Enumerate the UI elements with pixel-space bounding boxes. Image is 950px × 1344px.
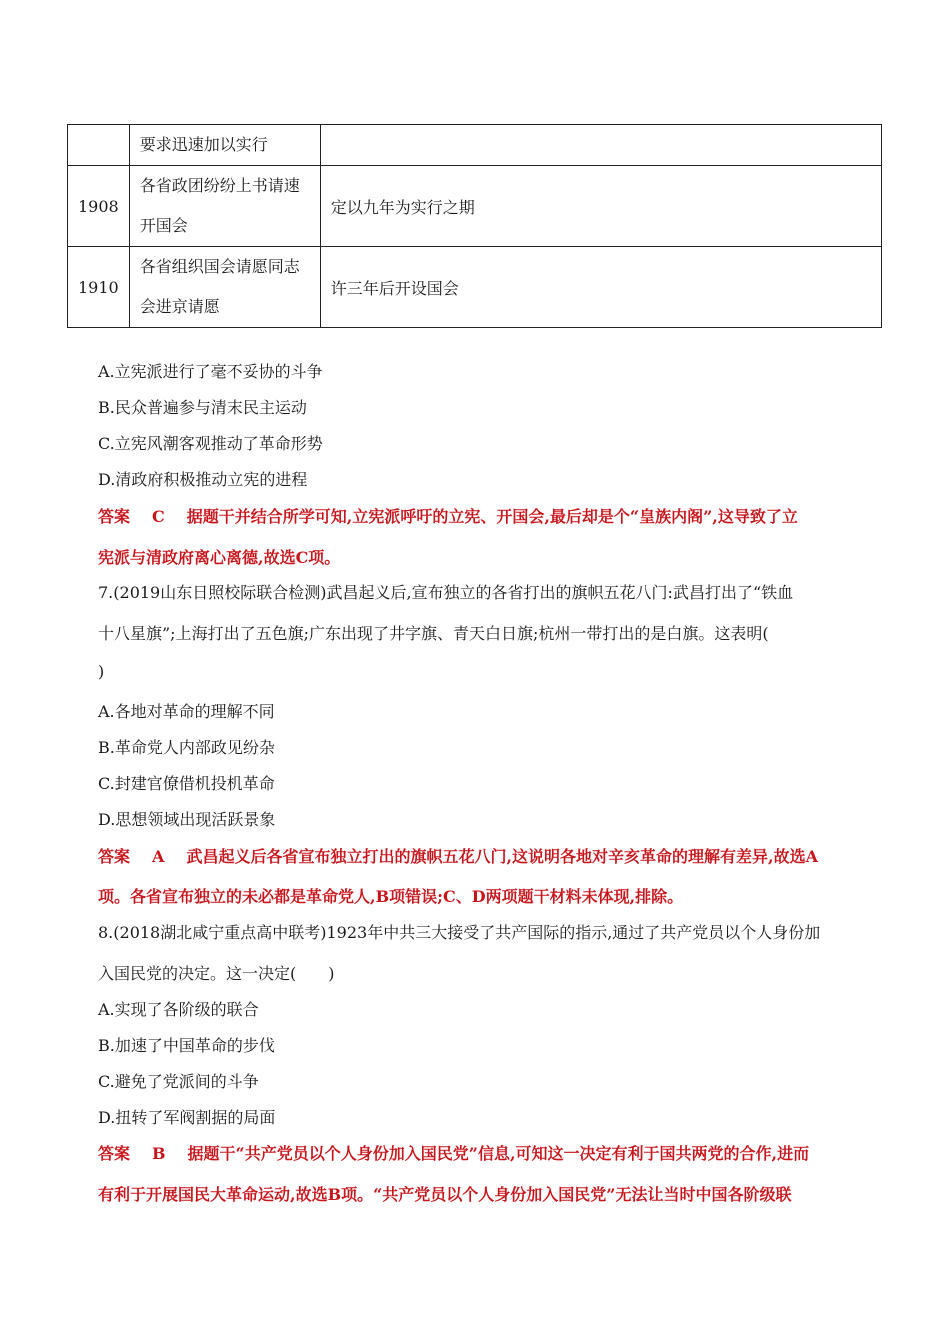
table-row — [68, 247, 882, 328]
event-text: 开国会 — [139, 216, 188, 235]
response-cell: 定以九年为实行之期 — [320, 166, 881, 247]
q8-option-d: D.扭转了军阀割据的局面 — [98, 1108, 276, 1127]
answer-letter: A — [152, 847, 165, 866]
q8-answer — [98, 1141, 809, 1164]
q6-option-c: C.立宪风潮客观推动了革命形势 — [98, 434, 323, 453]
q7-option-d: D.思想领域出现活跃景象 — [98, 810, 276, 829]
answer-label: 答案 — [98, 847, 131, 866]
q7-answer — [98, 844, 818, 867]
q8-stem: 8.(2018湖北咸宁重点高中联考)1923年中共三大接受了共产国际的指示,通过了共产党员以个人身份加 — [98, 923, 821, 942]
event-cell — [129, 125, 320, 166]
q8-answer-cont: 有利于开展国民大革命运动,故选B项。“共产党员以个人身份加入国民党”无法让当时中国各阶级联 — [98, 1185, 792, 1204]
event-cell — [129, 247, 320, 328]
q7-option-b: B.革命党人内部政见纷杂 — [98, 738, 275, 757]
event-cell — [129, 166, 320, 247]
event-text: 会进京请愿 — [139, 297, 220, 316]
q7-stem-cont: ) — [98, 662, 105, 681]
response-cell: 许三年后开设国会 — [320, 247, 881, 328]
q7-option-a: A.各地对革命的理解不同 — [98, 702, 275, 721]
q7-stem-cont: 十八星旗”;上海打出了五色旗;广东出现了井字旗、青天白日旗;杭州一带打出的是白旗。这表明( — [98, 624, 769, 643]
answer-label: 答案 — [98, 507, 131, 526]
year-cell: 1910 — [68, 247, 130, 328]
answer-letter: B — [152, 1144, 166, 1163]
history-table — [67, 124, 882, 328]
q7-stem: 7.(2019山东日照校际联合检测)武昌起义后,宣布独立的各省打出的旗帜五花八门:武昌打出了“铁血 — [98, 583, 794, 602]
event-text: 各省政团纷纷上书请速 — [139, 176, 300, 195]
table-row — [68, 125, 882, 166]
q6-option-d: D.清政府积极推动立宪的进程 — [98, 470, 308, 489]
q6-answer-cont: 宪派与清政府离心离德,故选C项。 — [98, 548, 341, 567]
q8-option-b: B.加速了中国革命的步伐 — [98, 1036, 275, 1055]
q8-stem-cont: 入国民党的决定。这一决定( ) — [98, 964, 335, 983]
answer-explanation: 据题干“共产党员以个人身份加入国民党”信息,可知这一决定有利于国共两党的合作,进而 — [187, 1144, 810, 1163]
q6-option-b: B.民众普遍参与清末民主运动 — [98, 398, 307, 417]
q6-option-a: A.立宪派进行了毫不妥协的斗争 — [98, 362, 323, 381]
response-cell — [320, 125, 881, 166]
answer-explanation: 武昌起义后各省宣布独立打出的旗帜五花八门,这说明各地对辛亥革命的理解有差异,故选A — [186, 847, 818, 866]
q7-option-c: C.封建官僚借机投机革命 — [98, 774, 275, 793]
answer-label: 答案 — [98, 1144, 131, 1163]
event-text: 要求迅速加以实行 — [139, 135, 268, 154]
q8-option-c: C.避免了党派间的斗争 — [98, 1072, 259, 1091]
q7-answer-cont: 项。各省宣布独立的未必都是革命党人,B项错误;C、D两项题干材料未体现,排除。 — [98, 887, 684, 906]
q6-answer — [98, 504, 798, 527]
year-cell — [68, 125, 130, 166]
answer-letter: C — [152, 507, 165, 526]
year-cell: 1908 — [68, 166, 130, 247]
q8-option-a: A.实现了各阶级的联合 — [98, 1000, 259, 1019]
answer-explanation: 据题干并结合所学可知,立宪派呼吁的立宪、开国会,最后却是个“皇族内阁”,这导致了立 — [186, 507, 798, 526]
event-text: 各省组织国会请愿同志 — [139, 257, 300, 276]
table-row — [68, 166, 882, 247]
